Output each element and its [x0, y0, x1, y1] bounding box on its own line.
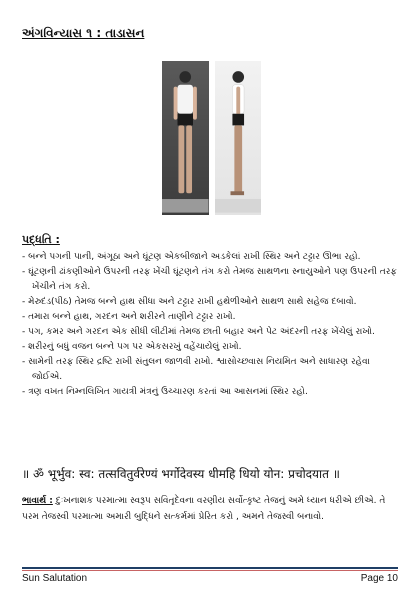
tadasana-photos — [162, 61, 261, 215]
side-view-photo — [215, 61, 262, 215]
front-pose-figure — [162, 61, 209, 215]
method-steps — [22, 250, 400, 400]
list-item: - ત્રણ વખત નિમ્નલિખિત ગાયત્રી મંત્રનું ઉચ્ચારણ કરતાં આ આસનમાં સ્થિર રહો. — [22, 385, 400, 400]
side-pose-figure — [215, 61, 262, 215]
page-title: અંગવિન્યાસ ૧ : તાડાસન — [22, 26, 145, 40]
list-item: - ઘૂંટણની ઢાંકણીઓને ઉપરની તરફ ખેંચી ઘૂંટણને તંગ કરો તેમજ સાથળના સ્નાયુઓને પણ ઉપરની તરફ ખેંચીને તંગ કરો. — [22, 265, 400, 295]
meaning-paragraph — [22, 493, 400, 525]
list-item: - મેરુદંડ(પીઠ) તેમજ બન્ને હાથ સીધા અને ટટ્ટાર રાખી હથેળીઓને સાથળ સાથે સહેજ દબાવો. — [22, 295, 400, 310]
list-item: - પગ, કમર અને ગરદન એક સીધી લીટીમાં તેમજ છાતી બહાર અને પેટ અંદરની તરફ ખેંચેલું રાખો. — [22, 325, 400, 340]
list-item: - શરીરનું બધું વજન બન્ને પગ પર એકસરખું વહેંચાયેલું રાખો. — [22, 340, 400, 355]
list-item: - સામેની તરફ સ્થિર દ્રષ્ટિ રાખી સંતુલન જાળવી રાખો. શ્વાસોચ્છ્વાસ નિયમિત અને સાધારણ રહેવા જોઈએ. — [22, 355, 400, 385]
gayatri-mantra: ॥ ॐ भूर्भुव: स्व: तत्सवितुर्वरेण्यं भर्गोदेवस्य धीमहि धियो योन: प्रचोदयात ॥ — [22, 467, 340, 481]
footer-rule-top — [22, 567, 398, 569]
footer-title: Sun Salutation — [22, 573, 88, 584]
front-view-photo — [162, 61, 209, 215]
meaning-text: દુઃખનાશક પરમાત્મા સ્વરૂપ સવિતૃદેવના વરણીય સર્વોત્કૃષ્ટ તેજનું અમે ધ્યાન ધરીએ છીએ. તે પરમ તેજસ્વી પરમાત્મા અમારી બુદ્ધિને સત્કર્મમાં પ્રેરિત કરો , અમને તેજસ્વી બનાવો. — [22, 496, 386, 522]
list-item: - તમારા બન્ને હાથ, ગરદન અને શરીરને તાણીને ટટ્ટાર રાખો. — [22, 310, 400, 325]
footer-rule-bottom — [22, 570, 398, 571]
meaning-label: ભાવાર્થ : — [22, 496, 53, 506]
page-number: Page 10 — [360, 573, 398, 584]
method-heading: પદ્ધતિ : — [22, 233, 60, 246]
list-item: - બન્ને પગની પાની, અંગૂઠા અને ઘૂંટણ એકબીજાને અડકેલાં રાખી સ્થિર અને ટટ્ટાર ઊભા રહો. — [22, 250, 400, 265]
